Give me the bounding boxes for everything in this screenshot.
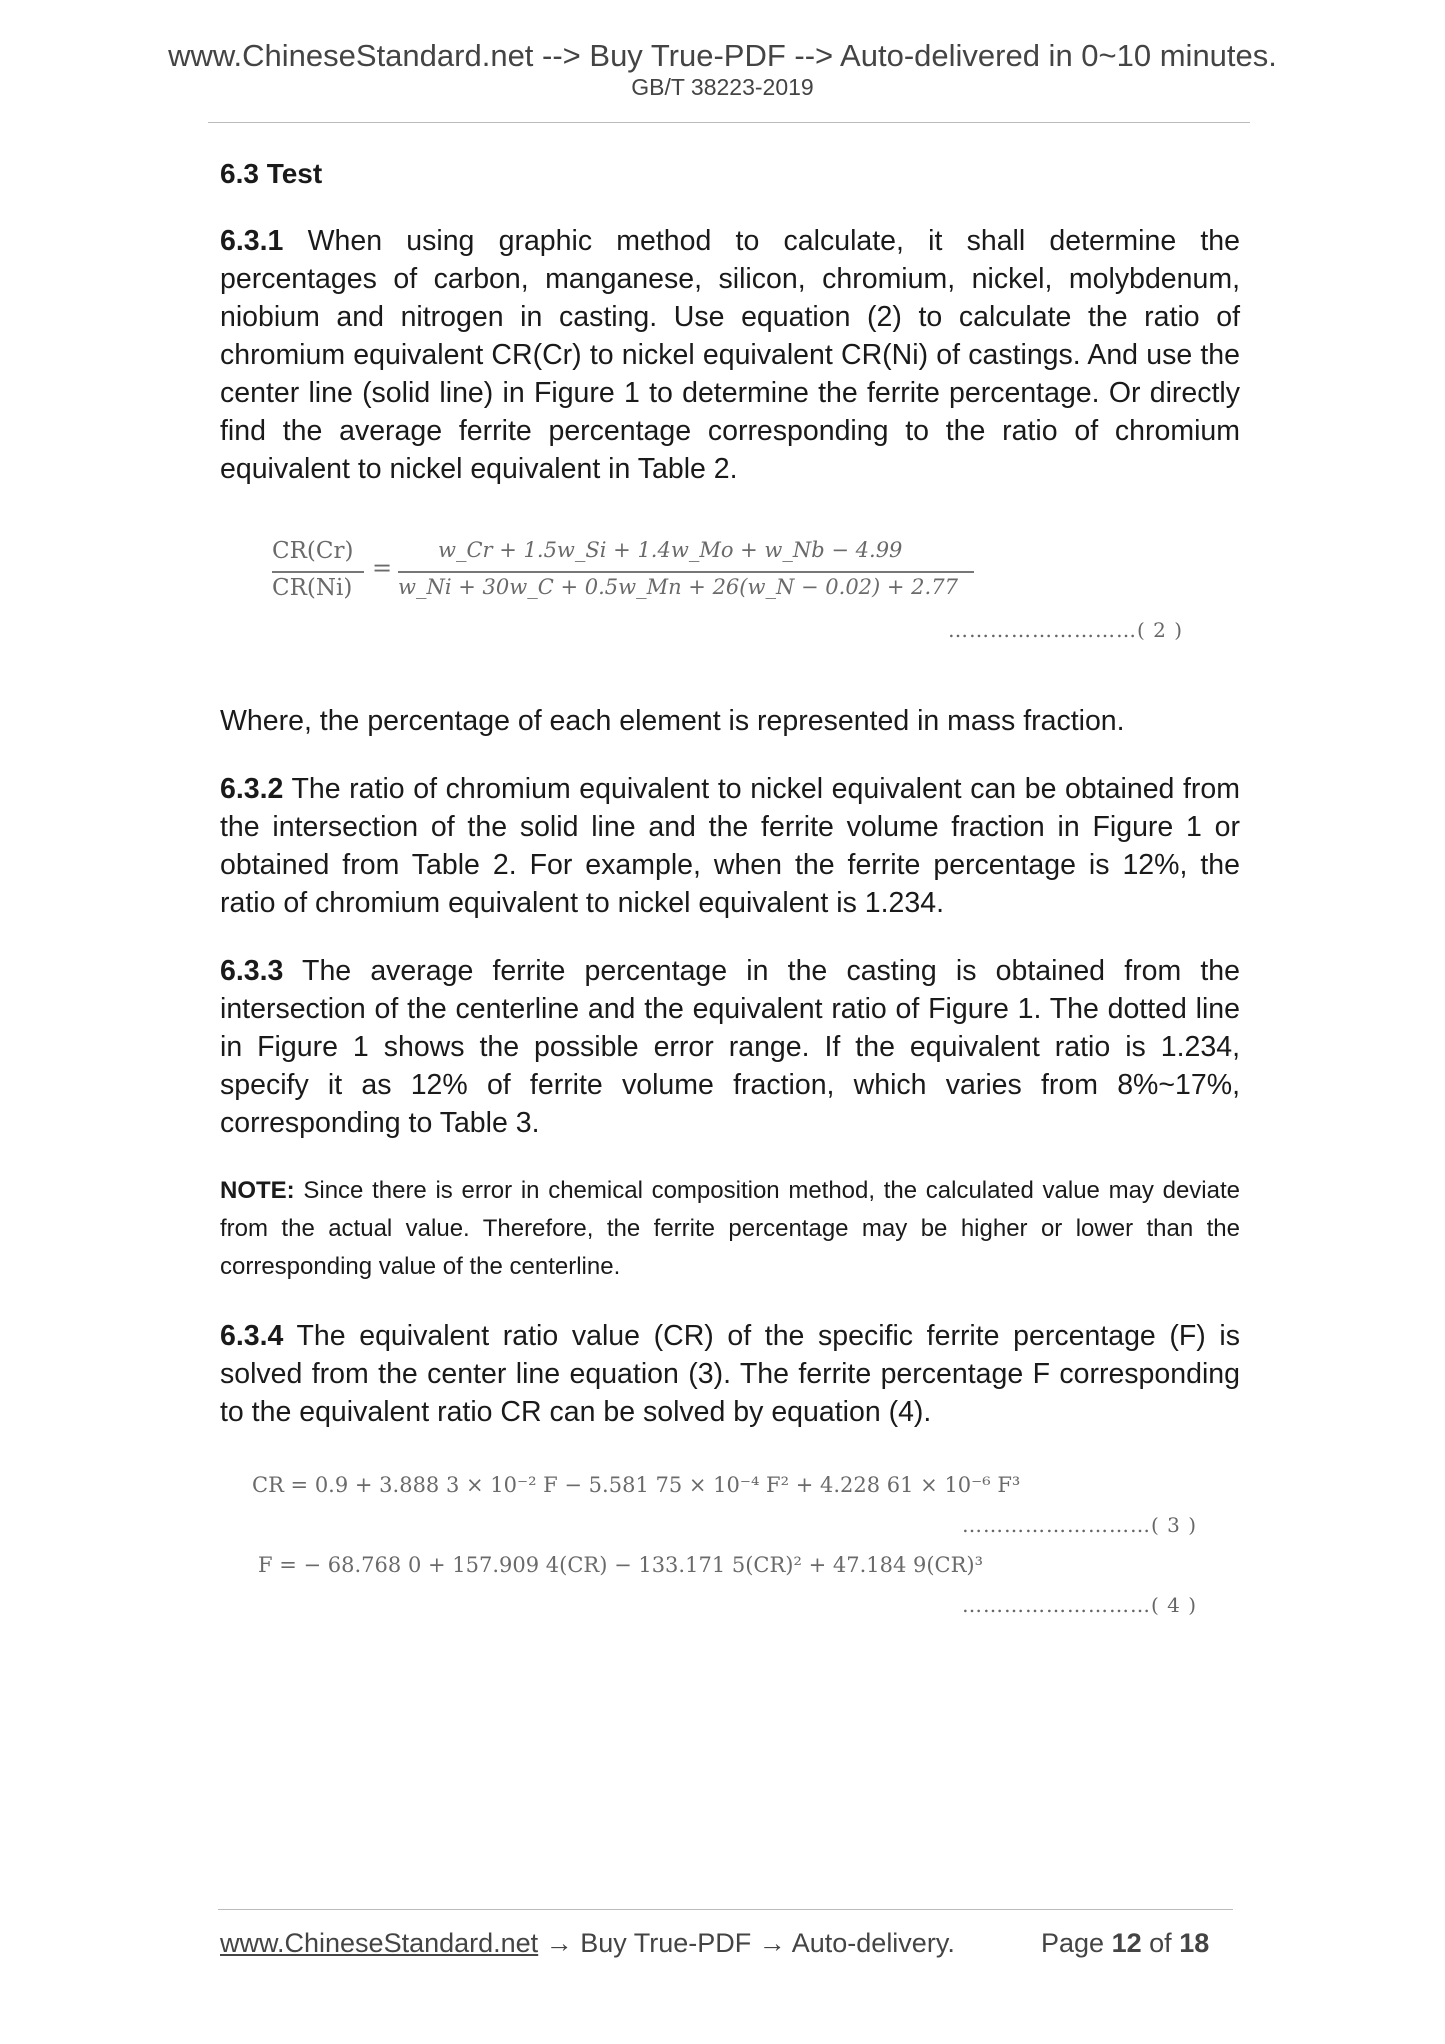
footer-links: [220, 1928, 955, 1959]
note-label: NOTE:: [220, 1177, 295, 1204]
equation-3: CR = 0.9 + 3.888 3 × 10⁻² F − 5.581 75 × 10⁻⁴ F² + 4.228 61 × 10⁻⁶ F³: [252, 1473, 1021, 1497]
header-divider: [208, 122, 1250, 123]
paragraph-text: Where, the percentage of each element is represented in mass fraction.: [220, 705, 1125, 737]
clause-number: 6.3.2: [220, 773, 284, 805]
section-title: 6.3 Test: [220, 158, 323, 189]
eq3-label: ………………………( 3 ): [962, 1513, 1198, 1537]
equation-2: [272, 538, 1232, 648]
note-block: [220, 1172, 1240, 1286]
site-link[interactable]: www.ChineseStandard.net: [220, 1928, 539, 1958]
paragraph-6-3-4: [220, 1317, 1240, 1431]
note-text: Since there is error in chemical composition method, the calculated value may deviate from the actual value. Therefore, the ferrite percentage may be higher or lower than the corresponding value of the centerline.: [220, 1177, 1240, 1280]
page-indicator: [1041, 1928, 1209, 1959]
paragraph-text: The equivalent ratio value (CR) of the specific ferrite percentage (F) is solved from the center line equation (3). The ferrite percentage F corresponding to the equivalent ratio CR can be solved by equation (4).: [220, 1320, 1240, 1428]
paragraph-6-3-2: [220, 770, 1240, 922]
eq2-rhs-numerator: w_Cr + 1.5w_Si + 1.4w_Mo + w_Nb − 4.99: [438, 538, 903, 562]
eq2-label: ………………………( 2 ): [948, 618, 1184, 642]
paragraph-where: [220, 702, 1240, 740]
page-number: 12: [1111, 1928, 1142, 1958]
page-word: Page: [1041, 1928, 1105, 1958]
equation-4: F = − 68.768 0 + 157.909 4(CR) − 133.171 5(CR)² + 47.184 9(CR)³: [258, 1553, 984, 1577]
paragraph-6-3-3: [220, 952, 1240, 1142]
paragraph-text: When using graphic method to calculate, it shall determine the percentages of carbon, manganese, silicon, chromium, nickel, molybdenum, niobium and nitrogen in casting. Use equation (2) to calculate the ratio of chromium equivalent CR(Cr) to nickel equivalent CR(Ni) of castings. And use the center line (solid line) in Figure 1 to determine the ferrite percentage. Or directly find the average ferrite percentage corresponding to the ratio of chromium equivalent to nickel equivalent in Table 2.: [220, 225, 1240, 485]
footer-divider: [218, 1909, 1233, 1910]
eq2-lhs-denominator: CR(Ni): [272, 575, 353, 601]
eq2-lhs-fraction-bar: [272, 571, 364, 573]
paragraph-6-3-1: [220, 222, 1240, 488]
eq2-rhs-fraction-bar: [398, 571, 974, 573]
top-banner: www.ChineseStandard.net --> Buy True-PDF --> Auto-delivered in 0~10 minutes.: [168, 38, 1277, 73]
paragraph-text: The ratio of chromium equivalent to nickel equivalent can be obtained from the intersection of the solid line and the ferrite volume fraction in Figure 1 or obtained from Table 2. For example, when the ferrite percentage is 12%, the ratio of chromium equivalent to nickel equivalent is 1.234.: [220, 773, 1240, 919]
clause-number: 6.3.4: [220, 1320, 284, 1352]
clause-number: 6.3.3: [220, 955, 284, 987]
eq2-equals: =: [372, 554, 393, 582]
page-total: 18: [1179, 1928, 1210, 1958]
eq2-rhs-denominator: w_Ni + 30w_C + 0.5w_Mn + 26(w_N − 0.02) + 2.77: [398, 575, 958, 599]
document-id: GB/T 38223-2019: [631, 74, 814, 100]
eq4-label: ………………………( 4 ): [962, 1593, 1198, 1617]
clause-number: 6.3.1: [220, 225, 284, 257]
paragraph-text: The average ferrite percentage in the casting is obtained from the intersection of the centerline and the equivalent ratio of Figure 1. The dotted line in Figure 1 shows the possible error range. If the equivalent ratio is 1.234, specify it as 12% of ferrite volume fraction, which varies from 8%~17%, corresponding to Table 3.: [220, 955, 1240, 1139]
of-word: of: [1149, 1928, 1172, 1958]
footer-tagline: → Buy True-PDF → Auto-delivery.: [538, 1928, 955, 1958]
eq2-lhs-numerator: CR(Cr): [272, 538, 354, 564]
